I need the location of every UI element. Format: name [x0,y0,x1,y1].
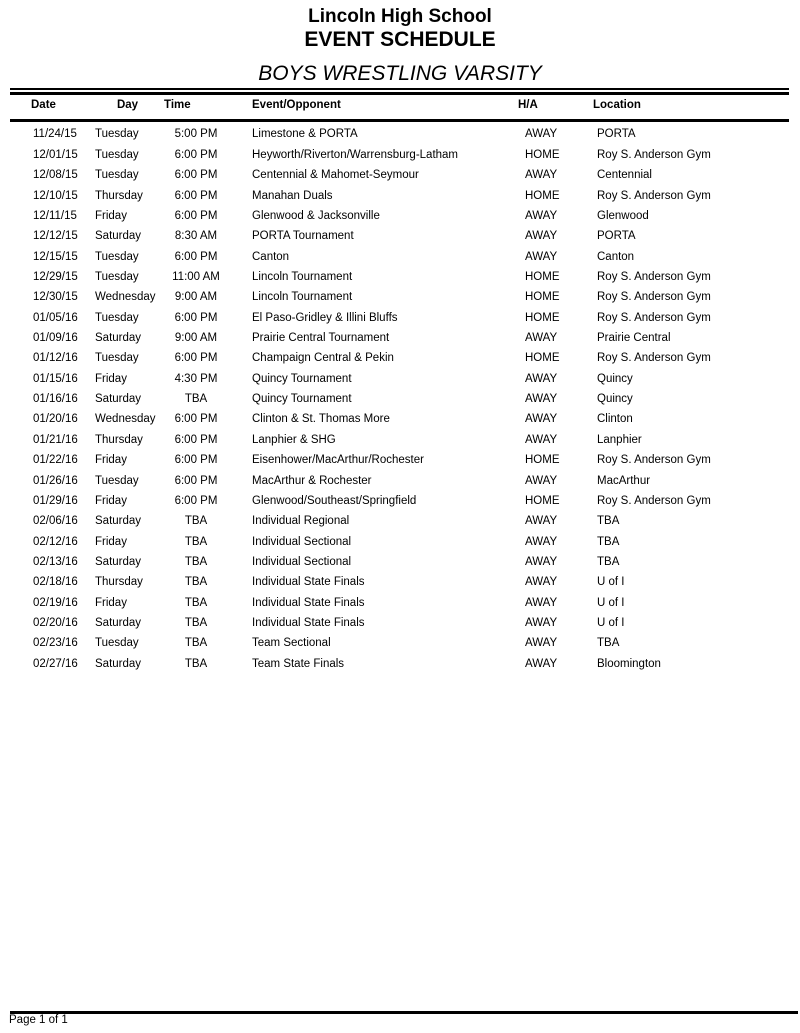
cell-time: 4:30 PM [174,372,218,385]
cell-date: 02/18/16 [33,576,78,589]
cell-date: 01/21/16 [33,433,78,446]
cell-time: 6:00 PM [174,169,218,182]
table-row [0,553,800,573]
cell-date: 02/23/16 [33,637,78,650]
cell-ha: AWAY [525,596,558,609]
cell-day: Saturday [95,332,142,345]
table-row [0,308,800,328]
table-row [0,491,800,511]
team-subtitle: BOYS WRESTLING VARSITY [258,62,542,85]
table-header-underline [10,119,789,122]
cell-day: Tuesday [95,270,139,283]
cell-event: MacArthur & Rochester [252,474,372,487]
table-row [0,451,800,471]
cell-location: Canton [597,250,635,263]
cell-date: 12/08/15 [33,169,78,182]
cell-day: Saturday [95,515,142,528]
cell-time: TBA [184,596,208,609]
table-row [0,634,800,654]
cell-event: Prairie Central Tournament [252,332,390,345]
cell-date: 02/13/16 [33,555,78,568]
cell-day: Friday [95,535,127,548]
cell-location: TBA [597,515,620,528]
cell-day: Friday [95,209,127,222]
school-name: Lincoln High School [308,6,492,27]
cell-location: MacArthur [597,474,651,487]
table-row [0,166,800,186]
cell-event: El Paso-Gridley & Illini Bluffs [252,311,398,324]
cell-location: U of I [597,576,625,589]
cell-location: Roy S. Anderson Gym [597,352,711,365]
cell-location: U of I [597,617,625,630]
cell-location: Lanphier [597,433,642,446]
cell-location: PORTA [597,230,636,243]
cell-time: 6:00 PM [174,148,218,161]
table-row [0,573,800,593]
cell-event: Manahan Duals [252,189,333,202]
cell-time: 9:00 AM [174,291,218,304]
table-row [0,288,800,308]
cell-ha: AWAY [525,637,558,650]
cell-day: Saturday [95,657,142,670]
table-row [0,145,800,165]
cell-time: TBA [184,535,208,548]
cell-ha: AWAY [525,657,558,670]
cell-time: TBA [184,617,208,630]
cell-ha: AWAY [525,515,558,528]
cell-event: Quincy Tournament [252,393,352,406]
table-row [0,593,800,613]
table-row [0,247,800,267]
cell-day: Tuesday [95,474,139,487]
cell-location: TBA [597,555,620,568]
table-row [0,369,800,389]
cell-date: 02/19/16 [33,596,78,609]
cell-location: Clinton [597,413,633,426]
table-row [0,186,800,206]
cell-ha: AWAY [525,332,558,345]
cell-event: Individual State Finals [252,596,365,609]
cell-location: Roy S. Anderson Gym [597,494,711,507]
table-row [0,227,800,247]
cell-event: Glenwood & Jacksonville [252,209,380,222]
column-header-ha: H/A [518,98,538,111]
table-top-rule-thin [10,88,789,90]
table-row [0,430,800,450]
cell-date: 12/30/15 [33,291,78,304]
column-header-event: Event/Opponent [252,98,341,111]
cell-time: 6:00 PM [174,250,218,263]
table-row [0,471,800,491]
cell-time: TBA [184,555,208,568]
table-row [0,268,800,288]
cell-day: Saturday [95,230,142,243]
cell-time: 9:00 AM [174,332,218,345]
cell-event: Centennial & Mahomet-Seymour [252,169,419,182]
column-header-time: Time [164,98,191,111]
cell-time: TBA [184,515,208,528]
cell-time: TBA [184,657,208,670]
footer-rule [10,1011,798,1014]
cell-time: 6:00 PM [174,352,218,365]
cell-event: Limestone & PORTA [252,128,358,141]
table-row [0,349,800,369]
cell-event: PORTA Tournament [252,230,354,243]
cell-location: Roy S. Anderson Gym [597,454,711,467]
cell-time: TBA [184,393,208,406]
cell-ha: AWAY [525,617,558,630]
cell-date: 01/26/16 [33,474,78,487]
cell-time: 6:00 PM [174,454,218,467]
cell-day: Saturday [95,555,142,568]
cell-event: Individual State Finals [252,576,365,589]
cell-day: Tuesday [95,128,139,141]
cell-day: Saturday [95,617,142,630]
cell-ha: AWAY [525,169,558,182]
cell-location: Roy S. Anderson Gym [597,270,711,283]
cell-date: 12/10/15 [33,189,78,202]
column-header-day: Day [116,98,139,111]
table-row [0,512,800,532]
cell-date: 12/01/15 [33,148,78,161]
cell-event: Heyworth/Riverton/Warrensburg-Latham [252,148,459,161]
cell-ha: AWAY [525,209,558,222]
cell-day: Saturday [95,393,142,406]
cell-time: 6:00 PM [174,209,218,222]
cell-event: Champaign Central & Pekin [252,352,394,365]
cell-date: 02/20/16 [33,617,78,630]
cell-event: Individual Sectional [252,535,352,548]
table-row [0,614,800,634]
title-block [0,6,800,85]
cell-location: Bloomington [597,657,661,670]
cell-location: PORTA [597,128,636,141]
column-header-date: Date [31,98,56,111]
cell-day: Friday [95,596,127,609]
cell-time: 8:30 AM [174,230,218,243]
cell-time: TBA [184,637,208,650]
cell-day: Friday [95,494,127,507]
cell-date: 12/29/15 [33,270,78,283]
cell-ha: HOME [525,189,560,202]
cell-day: Tuesday [95,637,139,650]
cell-ha: AWAY [525,555,558,568]
cell-date: 01/16/16 [33,393,78,406]
table-row [0,654,800,674]
cell-day: Tuesday [95,311,139,324]
cell-event: Team Sectional [252,637,331,650]
page-number: Page 1 of 1 [9,1014,68,1026]
cell-location: TBA [597,637,620,650]
cell-event: Glenwood/Southeast/Springfield [252,494,417,507]
cell-ha: HOME [525,352,560,365]
cell-day: Friday [95,454,127,467]
table-row [0,390,800,410]
cell-event: Clinton & St. Thomas More [252,413,390,426]
table-row [0,329,800,349]
column-header-location: Location [593,98,641,111]
cell-day: Tuesday [95,250,139,263]
cell-event: Lincoln Tournament [252,270,353,283]
cell-location: Centennial [597,169,652,182]
cell-ha: AWAY [525,230,558,243]
cell-time: 6:00 PM [174,311,218,324]
cell-time: 6:00 PM [174,474,218,487]
cell-time: TBA [184,576,208,589]
cell-date: 12/15/15 [33,250,78,263]
cell-date: 12/12/15 [33,230,78,243]
cell-day: Wednesday [95,413,156,426]
cell-event: Individual State Finals [252,617,365,630]
cell-ha: AWAY [525,372,558,385]
cell-day: Thursday [95,433,143,446]
cell-ha: AWAY [525,474,558,487]
table-header-row [0,97,800,114]
cell-event: Canton [252,250,290,263]
cell-time: 6:00 PM [174,433,218,446]
cell-ha: AWAY [525,413,558,426]
cell-time: 6:00 PM [174,189,218,202]
cell-location: Glenwood [597,209,649,222]
cell-ha: AWAY [525,393,558,406]
cell-location: Roy S. Anderson Gym [597,311,711,324]
cell-day: Friday [95,372,127,385]
cell-date: 01/29/16 [33,494,78,507]
cell-day: Thursday [95,189,143,202]
cell-ha: HOME [525,311,560,324]
cell-location: Quincy [597,393,633,406]
cell-ha: HOME [525,291,560,304]
cell-location: Roy S. Anderson Gym [597,189,711,202]
cell-location: Quincy [597,372,633,385]
cell-event: Quincy Tournament [252,372,352,385]
cell-day: Tuesday [95,169,139,182]
cell-date: 02/06/16 [33,515,78,528]
cell-location: Roy S. Anderson Gym [597,291,711,304]
cell-date: 01/09/16 [33,332,78,345]
cell-date: 01/20/16 [33,413,78,426]
cell-day: Tuesday [95,352,139,365]
cell-ha: HOME [525,494,560,507]
cell-ha: HOME [525,148,560,161]
cell-ha: HOME [525,454,560,467]
cell-location: U of I [597,596,625,609]
cell-event: Eisenhower/MacArthur/Rochester [252,454,424,467]
cell-ha: AWAY [525,576,558,589]
cell-time: 11:00 AM [172,270,220,283]
cell-location: Prairie Central [597,332,671,345]
cell-event: Individual Regional [252,515,350,528]
cell-date: 01/05/16 [33,311,78,324]
cell-date: 01/22/16 [33,454,78,467]
cell-time: 5:00 PM [174,128,218,141]
cell-ha: AWAY [525,535,558,548]
cell-ha: HOME [525,270,560,283]
cell-date: 02/12/16 [33,535,78,548]
cell-date: 11/24/15 [33,128,77,141]
cell-event: Individual Sectional [252,555,352,568]
table-row [0,206,800,226]
cell-day: Thursday [95,576,143,589]
cell-day: Tuesday [95,148,139,161]
cell-date: 01/12/16 [33,352,78,365]
cell-ha: AWAY [525,128,558,141]
schedule-table-body [0,125,800,675]
cell-location: TBA [597,535,620,548]
cell-time: 6:00 PM [174,494,218,507]
cell-event: Team State Finals [252,657,345,670]
cell-time: 6:00 PM [174,413,218,426]
cell-location: Roy S. Anderson Gym [597,148,711,161]
table-row [0,410,800,430]
cell-date: 01/15/16 [33,372,78,385]
cell-date: 12/11/15 [33,209,77,222]
cell-ha: AWAY [525,433,558,446]
cell-date: 02/27/16 [33,657,78,670]
cell-ha: AWAY [525,250,558,263]
table-row [0,125,800,145]
cell-day: Wednesday [95,291,156,304]
page-title: EVENT SCHEDULE [304,28,496,51]
table-row [0,532,800,552]
table-top-rule-thick [10,92,789,95]
cell-event: Lanphier & SHG [252,433,336,446]
cell-event: Lincoln Tournament [252,291,353,304]
